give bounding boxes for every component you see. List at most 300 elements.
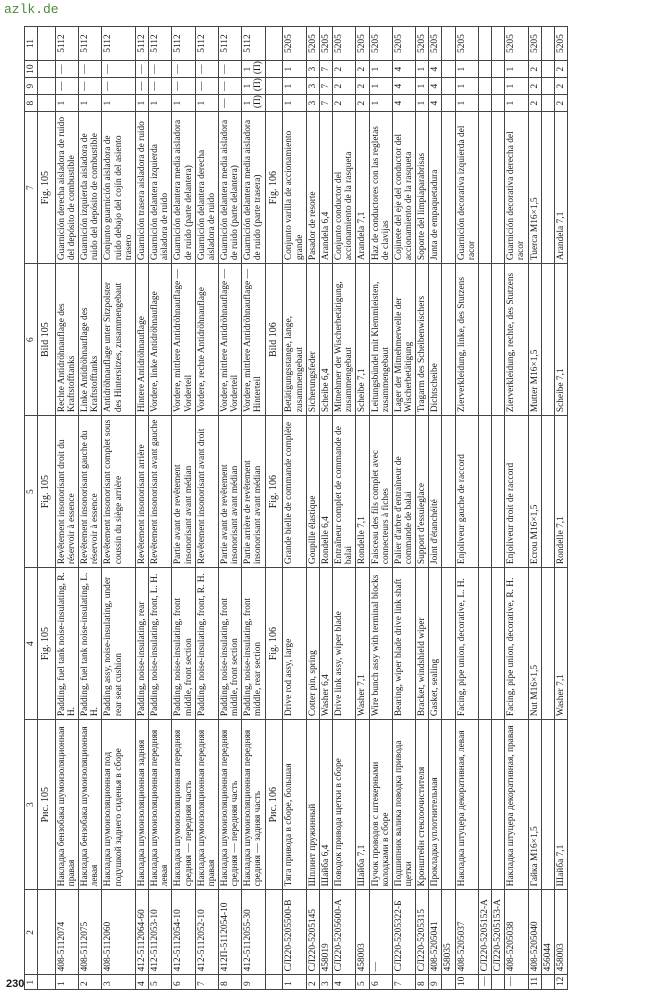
part-number: СЛ220-5205500-В [283,890,306,975]
group-number: 5205 [356,27,369,61]
qty-col-9 [442,78,455,95]
name-en: Padding, fuel tank noise-insulating, L. H. [79,568,102,720]
table-row [319,27,332,990]
name-ru: Гайка М16×1,5 [528,720,541,890]
name-en [541,568,554,720]
name-ru: Пучок проводов с штекерными колодками в сборе [369,720,392,890]
name-de: Vordere, rechte Antidröhnauflage [195,264,218,416]
watermark: azlk.de [4,2,59,17]
column-header: 11 [25,27,38,61]
qty-col-10 [442,61,455,78]
qty-col-9: 2 [356,78,369,95]
name-fr: Rondelle 7,1 [356,416,369,568]
qty-col-9 [478,78,491,95]
qty-col-9: — [79,78,102,95]
part-number: 408-5205038 [505,890,528,975]
part-number: СЛ220-5205315 [416,890,429,975]
item-number: 11 [528,975,541,990]
qty-col-10 [541,61,554,78]
qty-col-10: — [79,61,102,78]
qty-col-9: — [102,78,135,95]
qty-col-10: — [195,61,218,78]
name-en: Drive rod assy, large [283,568,306,720]
group-number: 5112 [218,27,241,61]
name-es: Conjunto conductor del accionamiento de la rasqueta [333,112,356,264]
qty-col-8: 4 [429,95,442,112]
qty-col-10: 1 [505,61,528,78]
name-ru: Тяга привода в сборе, большая [283,720,306,890]
item-number: 9 [429,975,442,990]
qty-col-10: 1 [455,61,478,78]
table-row [369,27,392,990]
group-number: 5205 [429,27,442,61]
name-de [442,264,455,416]
part-number: 458003 [554,890,567,975]
name-fr: Revêtement insonorisant arrière [135,416,148,568]
qty-col-8: 1 [505,95,528,112]
group-number [478,27,491,61]
section-label-de: Bild 105 [38,264,56,416]
item-number: 4 [135,975,148,990]
name-es: Pasador de resorte [306,112,319,264]
name-en: Washer 7,1 [356,568,369,720]
table-row [356,27,369,990]
name-en: Wire bunch assy with terminal blocks [369,568,392,720]
name-fr: Support d'essuieglace [416,416,429,568]
group-number: 5112 [135,27,148,61]
qty-col-10: 1 [369,61,392,78]
part-number: 408-5112060 [102,890,135,975]
section-header-row [38,27,56,990]
item-number: 10 [455,975,478,990]
name-es: Guarnición delantera media aisladora de ruido (parte delantera) [218,112,241,264]
qty-col-10: 3 [306,61,319,78]
name-en: Padding, fuel tank noise-insulating, R. H. [55,568,78,720]
name-en: Washer 6,4 [319,568,332,720]
name-ru: Накладка шумоизоляционная под подушкой заднего сиденья в сборе [102,720,135,890]
column-header: 2 [25,890,38,975]
qty-col-9: — [149,78,172,95]
item-number: 2 [79,975,102,990]
name-de [492,264,505,416]
part-number: 408-5112075 [79,890,102,975]
group-number [541,27,554,61]
name-fr: Revêtement insonorisant complet sous coussin du siège arrière [102,416,135,568]
table-row [149,27,172,990]
table-row [195,27,218,990]
name-ru [442,720,455,890]
name-es: Guarnición decorativa izquierda del racor [455,112,478,264]
qty-col-10: 2 [528,61,541,78]
name-fr: Palier d'arbre d'entraîneur de commande de balai [392,416,415,568]
qty-col-10: 2 [333,61,356,78]
name-ru: Накладка штуцера декоративная, правая [505,720,528,890]
qty-col-9: — [218,78,241,95]
table-row [541,27,554,990]
part-number: 408-5205040 [528,890,541,975]
qty-col-8: 1 [79,95,102,112]
name-en: Gasket, sealing [429,568,442,720]
section-spacer [38,890,56,975]
name-fr: Rondelle 7,1 [554,416,567,568]
item-number: 4 [333,975,356,990]
group-number: 5112 [172,27,195,61]
qty-col-8: 2 [528,95,541,112]
item-number: 3 [319,975,332,990]
section-spacer [265,975,283,990]
part-number: 408-5112074 [55,890,78,975]
parts-table [24,26,568,990]
name-en: Padding, noise-insulating, front, R. H. [195,568,218,720]
qty-col-9: — [55,78,78,95]
part-number: СЛ220-5205322-Б [392,890,415,975]
group-number [492,27,505,61]
part-number: 412-5112055-30 [242,890,265,975]
name-es [541,112,554,264]
name-es: Guarnición decorativa derecha del racor [505,112,528,264]
name-es: Arandela 7,1 [356,112,369,264]
section-label-ru: Рис. 106 [265,720,283,890]
name-de: Scheibe 7,1 [356,264,369,416]
section-label-es: Fig. 106 [265,112,283,264]
name-de: Scheibe 6,4 [319,264,332,416]
name-de: Leitungsbündel mit Klemmleisten, zusammengebaut [369,264,392,416]
name-de: Vordere, mittlere Antidröhnauflage — Vorderteil [172,264,195,416]
part-number: 458019 [319,890,332,975]
item-number: 9 [242,975,265,990]
name-de: Mitnehmer der Wischerbetätigung, zusammengebaut [333,264,356,416]
table-row [416,27,429,990]
group-number: 5205 [528,27,541,61]
name-en [442,568,455,720]
name-de: Tragarm des Scheibenwischers [416,264,429,416]
section-spacer [265,27,283,61]
qty-col-9: — [135,78,148,95]
item-number: 1 [283,975,306,990]
qty-col-10: 2 [554,61,567,78]
name-ru: Накладка бензобака шумоизоляционная левая [79,720,102,890]
section-spacer [38,61,56,78]
name-es: Junta de empaquetadura [429,112,442,264]
column-header: 7 [25,112,38,264]
name-fr: Enjoliveur droit de raccord [505,416,528,568]
qty-col-10 [478,61,491,78]
part-number: 458035 [442,890,455,975]
name-fr [478,416,491,568]
part-number: 412-5112053-10 [149,890,172,975]
name-en: Facing, pipe union, decorative, R. H. [505,568,528,720]
column-number-row [25,27,38,990]
part-number: СЛ220-5205153-А [492,890,505,975]
part-number: 412П-5112054-10 [218,890,241,975]
qty-col-8: 1 [55,95,78,112]
qty-col-10: — [135,61,148,78]
column-header: 1 [25,975,38,990]
name-fr: Revêtement insonorisant avant droit [195,416,218,568]
name-de: Zierverkleidung, rechte, des Stutzens [505,264,528,416]
table-row [528,27,541,990]
group-number: 5205 [392,27,415,61]
qty-col-8: 3 [306,95,319,112]
part-number: 412-5112064-60 [135,890,148,975]
column-header: 9 [25,78,38,95]
name-es [442,112,455,264]
section-label-en: Fig. 106 [265,568,283,720]
group-number: 5205 [455,27,478,61]
name-de [478,264,491,416]
qty-col-10: 1 [283,61,306,78]
qty-col-8: 1 [149,95,172,112]
name-de: Mutter M16×1,5 [528,264,541,416]
item-number: 6 [369,975,392,990]
qty-col-8 [492,95,505,112]
group-number [442,27,455,61]
part-number: СЛ220-5205600-А [333,890,356,975]
qty-col-9: 1 [369,78,392,95]
name-en [492,568,505,720]
qty-col-9: 7 [319,78,332,95]
item-number: 1 [55,975,78,990]
qty-col-10 [492,61,505,78]
section-label-en: Fig. 105 [38,568,56,720]
qty-col-8: 2 [356,95,369,112]
qty-col-9: 2 [528,78,541,95]
qty-col-9: 4 [429,78,442,95]
name-en: Nut M16×1,5 [528,568,541,720]
qty-col-9: 1 [283,78,306,95]
item-number: 12 [554,975,567,990]
qty-col-8: 1 [195,95,218,112]
name-fr: Partie avant de revêtement insonorisant avant médian [218,416,241,568]
name-es: Cojinete del eje del conductor del accionamiento de la rasqueta [392,112,415,264]
name-de: Antidröhnauflage unter Sitzpolster des Hintersitzes, zusammengebaut [102,264,135,416]
name-es [478,112,491,264]
name-en: Padding, noise-insulating, front middle, front section [172,568,195,720]
table-row [442,27,455,990]
section-spacer [265,95,283,112]
name-es: Tuerca M16×1,5 [528,112,541,264]
group-number: 5112 [79,27,102,61]
section-spacer [38,95,56,112]
name-de: Betätigungsstange, lange, zusammengebaut [283,264,306,416]
group-number: 5205 [319,27,332,61]
table-row [283,27,306,990]
name-en: Padding, noise-insulating, rear [135,568,148,720]
qty-col-9: 2 [333,78,356,95]
qty-col-10: — [55,61,78,78]
part-number: СЛ220-5205152-А [478,890,491,975]
parts-catalogue-sheet [24,26,664,990]
group-number: 5112 [242,27,265,61]
qty-col-10: 7 [319,61,332,78]
name-fr: Enjoliveur gauche de raccord [455,416,478,568]
section-label-de: Bild 106 [265,264,283,416]
name-de: Scheibe 7,1 [554,264,567,416]
table-row [218,27,241,990]
qty-col-8: 2 [554,95,567,112]
item-number: 7 [195,975,218,990]
name-de: Zierverkleidung, linke, des Stutzens [455,264,478,416]
name-ru: Шайба 7,1 [356,720,369,890]
item-number: 6 [172,975,195,990]
name-de: Hintere Antidröhnauflage [135,264,148,416]
item-number: — [478,975,491,990]
qty-col-10: — [218,61,241,78]
page-number: 230 [6,978,25,990]
parts-table-body [38,27,568,990]
qty-col-8: 1 [455,95,478,112]
section-header-row [265,27,283,990]
table-row [55,27,78,990]
item-number: 5 [356,975,369,990]
part-number: 408-5205041 [429,890,442,975]
name-fr [541,416,554,568]
qty-col-8: 1 (П) [242,95,265,112]
qty-col-8: 4 [392,95,415,112]
name-ru: Подшипник валика поводка привода щетки [392,720,415,890]
table-row [306,27,319,990]
name-es: Arandela 7,1 [554,112,567,264]
name-es: Conjunto varilla de accionamiento grande [283,112,306,264]
name-es: Conjunto guarnición aisladora de ruido debajo del cojín del asiento trasero [102,112,135,264]
name-ru: Накладка шумоизоляционная задняя [135,720,148,890]
name-fr: Ecrou M16×1,5 [528,416,541,568]
column-header: 8 [25,95,38,112]
part-number: 458003 [356,890,369,975]
item-number [492,975,505,990]
name-ru: Шплинт пружинный [306,720,319,890]
qty-col-10: 4 [392,61,415,78]
column-header: 6 [25,264,38,416]
qty-col-8: 7 [319,95,332,112]
name-ru [541,720,554,890]
table-row [492,27,505,990]
qty-col-9 [492,78,505,95]
table-row [429,27,442,990]
name-en: Bearing, wiper blade drive link shaft [392,568,415,720]
group-number: 5205 [283,27,306,61]
name-fr: Faisceau des fils complet avec connecteurs à fiches [369,416,392,568]
column-header: 5 [25,416,38,568]
name-ru: Накладка шумоизоляционная передняя левая [149,720,172,890]
name-es: Guarnición delantera derecha aisladora de ruido [195,112,218,264]
name-es: Soporte del limpiaparabrisas [416,112,429,264]
name-en: Padding, noise-insulating, front middle, front section [218,568,241,720]
name-ru: Прокладка уплотнительная [429,720,442,890]
name-de: Sicherungsfeder [306,264,319,416]
section-spacer [38,975,56,990]
section-spacer [38,27,56,61]
qty-col-10: — [102,61,135,78]
qty-col-9: 1 (П) [242,78,265,95]
item-number [541,975,554,990]
group-number: 5205 [333,27,356,61]
group-number: 5112 [55,27,78,61]
section-spacer [265,61,283,78]
qty-col-8 [442,95,455,112]
table-row [102,27,135,990]
table-row [333,27,356,990]
qty-col-9 [541,78,554,95]
part-number: — [369,890,392,975]
name-en: Cotter pin, spring [306,568,319,720]
table-row [392,27,415,990]
name-de: Vordere, mittlere Antidröhnauflage — Hinterteil [242,264,265,416]
group-number: 5205 [416,27,429,61]
qty-col-8: 1 [416,95,429,112]
section-label-fr: Fig. 105 [38,416,56,568]
qty-col-10: 2 [356,61,369,78]
column-header: 4 [25,568,38,720]
name-ru: Накладка шумоизоляционная передняя правая [195,720,218,890]
name-es: Guarnición trasera aisladora de ruido [135,112,148,264]
section-label-es: Fig. 105 [38,112,56,264]
qty-col-8: 2 [333,95,356,112]
name-fr: Joint d'étanchéité [429,416,442,568]
part-number: 408-5205037 [455,890,478,975]
name-ru: Накладка шумоизоляционная передняя средняя — передняя часть [218,720,241,890]
part-number: 412-5112054-10 [172,890,195,975]
name-ru: Кронштейн стеклоочистителя [416,720,429,890]
name-fr: Revêtement insonorisant droit du réservoir à essence [55,416,78,568]
name-fr: Revêtement insonorisant gauche du réservoir à essence [79,416,102,568]
table-row [242,27,265,990]
item-number: 3 [102,975,135,990]
name-de: Linke Antidröhnauflage des Kraftstofftanks [79,264,102,416]
qty-col-10: — [149,61,172,78]
group-number: 5112 [149,27,172,61]
table-row [505,27,528,990]
name-en: Padding assy, noise-insulating, under rear seat cushion [102,568,135,720]
qty-col-10: 1 [416,61,429,78]
item-number [442,975,455,990]
name-es [492,112,505,264]
item-number: 8 [218,975,241,990]
qty-col-9: 1 [505,78,528,95]
name-es: Arandela 6,4 [319,112,332,264]
section-spacer [38,78,56,95]
section-label-fr: Fig. 106 [265,416,283,568]
name-fr: Grande bielle de commande complète [283,416,306,568]
name-en: Bracket, windshield wiper [416,568,429,720]
column-header: 10 [25,61,38,78]
group-number: 5205 [554,27,567,61]
name-de: Rechte Antidröhnauflage des Kraftstofftanks [55,264,78,416]
section-spacer [265,890,283,975]
group-number: 5112 [102,27,135,61]
name-ru: Накладка шумоизоляционная передняя средняя — задняя часть [242,720,265,890]
qty-col-9: 3 [306,78,319,95]
name-fr: Goupille élastique [306,416,319,568]
name-fr: Rondelle 6,4 [319,416,332,568]
table-row [172,27,195,990]
group-number: 5205 [369,27,392,61]
group-number: 5205 [505,27,528,61]
group-number: 5205 [306,27,319,61]
qty-col-8 [541,95,554,112]
table-row [478,27,491,990]
name-es: Guarnición izquierda aisladora de ruido del depósito de combustible [79,112,102,264]
qty-col-8: 1 [135,95,148,112]
name-en: Facing, pipe union, decorative, L. H. [455,568,478,720]
name-ru: Накладка штуцера декоративная, левая [455,720,478,890]
name-es: Guarnición delantera izquierda aisladora de ruido [149,112,172,264]
part-number: 456044 [541,890,554,975]
name-de: Dichtscheibe [429,264,442,416]
qty-col-10: — [172,61,195,78]
name-ru [478,720,491,890]
name-en: Padding, noise-insulating, front, L. H. [149,568,172,720]
